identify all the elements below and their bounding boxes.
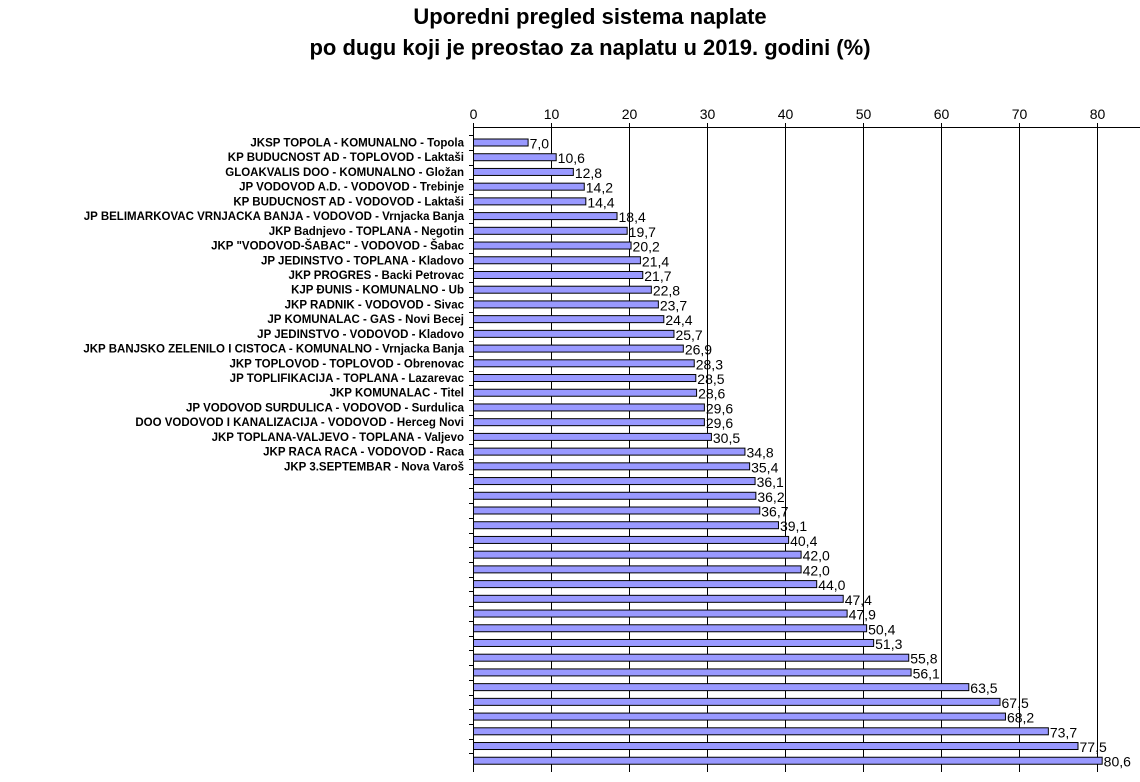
data-label: 28,6 bbox=[698, 385, 726, 402]
category-label: JKP TOPLANA-VALJEVO - TOPLANA - Valjevo bbox=[211, 431, 464, 444]
bar bbox=[474, 419, 705, 426]
bar bbox=[474, 463, 750, 470]
data-label: 29,6 bbox=[705, 415, 734, 432]
chart-title: Uporedni pregled sistema naplate bbox=[413, 4, 767, 29]
x-tick-label: 60 bbox=[933, 106, 950, 122]
category-label: JKP RADNIK - VODOVOD - Sivac bbox=[284, 299, 464, 312]
data-label: 24,4 bbox=[665, 312, 693, 329]
bar bbox=[474, 375, 696, 382]
category-label: JP VODOVOD SURDULICA - VODOVOD - Surdulica bbox=[186, 402, 464, 415]
x-tick-label: 80 bbox=[1089, 106, 1106, 122]
category-label: KP BUDUCNOST AD - TOPLOVOD - Laktaši bbox=[227, 152, 464, 165]
data-label: 36,1 bbox=[756, 474, 784, 491]
data-label: 19,7 bbox=[628, 223, 656, 240]
data-label: 21,4 bbox=[641, 253, 670, 270]
bar bbox=[474, 198, 586, 205]
category-label: KP BUDUCNOST AD - VODOVOD - Laktaši bbox=[233, 196, 464, 209]
bar bbox=[474, 345, 684, 352]
bar bbox=[474, 757, 1103, 764]
bar bbox=[474, 139, 529, 146]
data-label: 47,9 bbox=[848, 606, 876, 623]
data-label: 77,5 bbox=[1079, 739, 1107, 756]
data-label: 73,7 bbox=[1049, 724, 1078, 741]
data-label: 23,7 bbox=[659, 297, 688, 314]
data-label: 80,6 bbox=[1103, 753, 1131, 770]
bar bbox=[474, 301, 659, 308]
bar bbox=[474, 610, 848, 617]
bar bbox=[474, 183, 585, 190]
bar bbox=[474, 492, 756, 499]
bar bbox=[474, 330, 674, 337]
category-label: JKP BANJSKO ZELENILO I CISTOCA - KOMUNALNO - Vrnjacka Banja bbox=[83, 343, 464, 356]
bar bbox=[474, 448, 745, 455]
x-tick-label: 40 bbox=[777, 106, 794, 122]
bar bbox=[474, 639, 874, 646]
x-tick-label: 10 bbox=[543, 106, 560, 122]
category-label: JP VODOVOD A.D. - VODOVOD - Trebinje bbox=[239, 181, 464, 194]
chart-subtitle: po dugu koji je preostao za naplatu u 2019. godini (%) bbox=[309, 35, 871, 60]
data-label: 40,4 bbox=[790, 532, 818, 549]
bar bbox=[474, 271, 643, 278]
bar bbox=[474, 316, 664, 323]
x-tick-label: 30 bbox=[699, 106, 716, 122]
bar bbox=[474, 536, 789, 543]
data-label: 14,2 bbox=[585, 179, 614, 196]
bar bbox=[474, 404, 705, 411]
bar bbox=[474, 625, 867, 632]
category-label: JKP TOPLOVOD - TOPLOVOD - Obrenovac bbox=[229, 358, 464, 371]
data-label: 22,8 bbox=[652, 282, 681, 299]
category-label: JP KOMUNALAC - GAS - Novi Becej bbox=[267, 314, 464, 327]
category-label: JKSP TOPOLA - KOMUNALNO - Topola bbox=[250, 137, 464, 150]
data-label: 10,6 bbox=[557, 150, 585, 167]
data-label: 67,5 bbox=[1001, 694, 1029, 711]
bar bbox=[474, 654, 909, 661]
bar bbox=[474, 213, 618, 220]
data-label: 55,8 bbox=[910, 650, 938, 667]
category-label: JKP 3.SEPTEMBAR - Nova Varoš bbox=[283, 461, 464, 474]
data-label: 25,7 bbox=[675, 326, 703, 343]
data-label: 44,0 bbox=[818, 577, 846, 594]
data-label: 51,3 bbox=[875, 635, 903, 652]
category-label: KJP ĐUNIS - KOMUNALNO - Ub bbox=[291, 284, 464, 297]
category-label: JP BELIMARKOVAC VRNJACKA BANJA - VODOVOD - Vrnjacka Banja bbox=[83, 211, 464, 224]
bar bbox=[474, 669, 912, 676]
data-label: 56,1 bbox=[912, 665, 940, 682]
x-tick-label: 0 bbox=[469, 106, 478, 122]
data-label: 14,4 bbox=[587, 194, 615, 211]
category-label: DOO VODOVOD I KANALIZACIJA - VODOVOD - Herceg Novi bbox=[135, 417, 464, 430]
category-label: GLOAKVALIS DOO - KOMUNALNO - Gložan bbox=[225, 166, 464, 179]
bar bbox=[474, 242, 632, 249]
data-label: 30,5 bbox=[712, 429, 741, 446]
category-label: JP JEDINSTVO - TOPLANA - Kladovo bbox=[261, 255, 464, 268]
bar bbox=[474, 360, 695, 367]
bar bbox=[474, 566, 802, 573]
bar bbox=[474, 168, 574, 175]
bar bbox=[474, 389, 697, 396]
x-tick-label: 20 bbox=[621, 106, 638, 122]
data-label: 39,1 bbox=[779, 518, 808, 535]
bar bbox=[474, 698, 1001, 705]
category-label: JKP Badnjevo - TOPLANA - Negotin bbox=[268, 225, 464, 238]
category-label: JKP PROGRES - Backi Petrovac bbox=[288, 269, 464, 282]
bar bbox=[474, 154, 557, 161]
bar bbox=[474, 551, 802, 558]
bar bbox=[474, 286, 652, 293]
data-label: 29,6 bbox=[705, 400, 734, 417]
data-label: 20,2 bbox=[632, 238, 660, 255]
data-label: 35,4 bbox=[751, 459, 779, 476]
data-label: 47,4 bbox=[844, 591, 872, 608]
data-label: 18,4 bbox=[618, 209, 646, 226]
data-label: 21,7 bbox=[644, 267, 672, 284]
data-label: 34,8 bbox=[746, 444, 774, 461]
data-label: 68,2 bbox=[1006, 709, 1035, 726]
category-label: JKP "VODOVOD-ŠABAC" - VODOVOD - Šabac bbox=[211, 240, 464, 253]
data-label: 28,5 bbox=[697, 371, 725, 388]
data-label: 7,0 bbox=[529, 135, 550, 152]
bar bbox=[474, 713, 1006, 720]
x-tick-label: 70 bbox=[1011, 106, 1028, 122]
data-label: 28,3 bbox=[695, 356, 723, 373]
bar bbox=[474, 595, 844, 602]
bar bbox=[474, 257, 641, 264]
bar bbox=[474, 227, 628, 234]
data-label: 50,4 bbox=[868, 621, 896, 638]
bar bbox=[474, 581, 817, 588]
x-tick-label: 50 bbox=[855, 106, 872, 122]
data-label: 63,5 bbox=[970, 680, 998, 697]
bar bbox=[474, 522, 779, 529]
bar bbox=[474, 478, 756, 485]
bar bbox=[474, 743, 1079, 750]
data-label: 36,2 bbox=[757, 488, 785, 505]
bar bbox=[474, 507, 760, 514]
data-label: 42,0 bbox=[802, 562, 830, 579]
category-label: JP JEDINSTVO - VODOVOD - Kladovo bbox=[257, 328, 464, 341]
category-label: JP TOPLIFIKACIJA - TOPLANA - Lazarevac bbox=[229, 373, 464, 386]
bar bbox=[474, 728, 1049, 735]
data-label: 42,0 bbox=[802, 547, 830, 564]
category-label: JKP KOMUNALAC - Titel bbox=[329, 387, 464, 400]
data-label: 36,7 bbox=[761, 503, 789, 520]
data-label: 12,8 bbox=[574, 164, 603, 181]
bar bbox=[474, 433, 712, 440]
category-label: JKP RACA RACA - VODOVOD - Raca bbox=[263, 446, 464, 459]
data-label: 26,9 bbox=[684, 341, 713, 358]
bar bbox=[474, 684, 969, 691]
